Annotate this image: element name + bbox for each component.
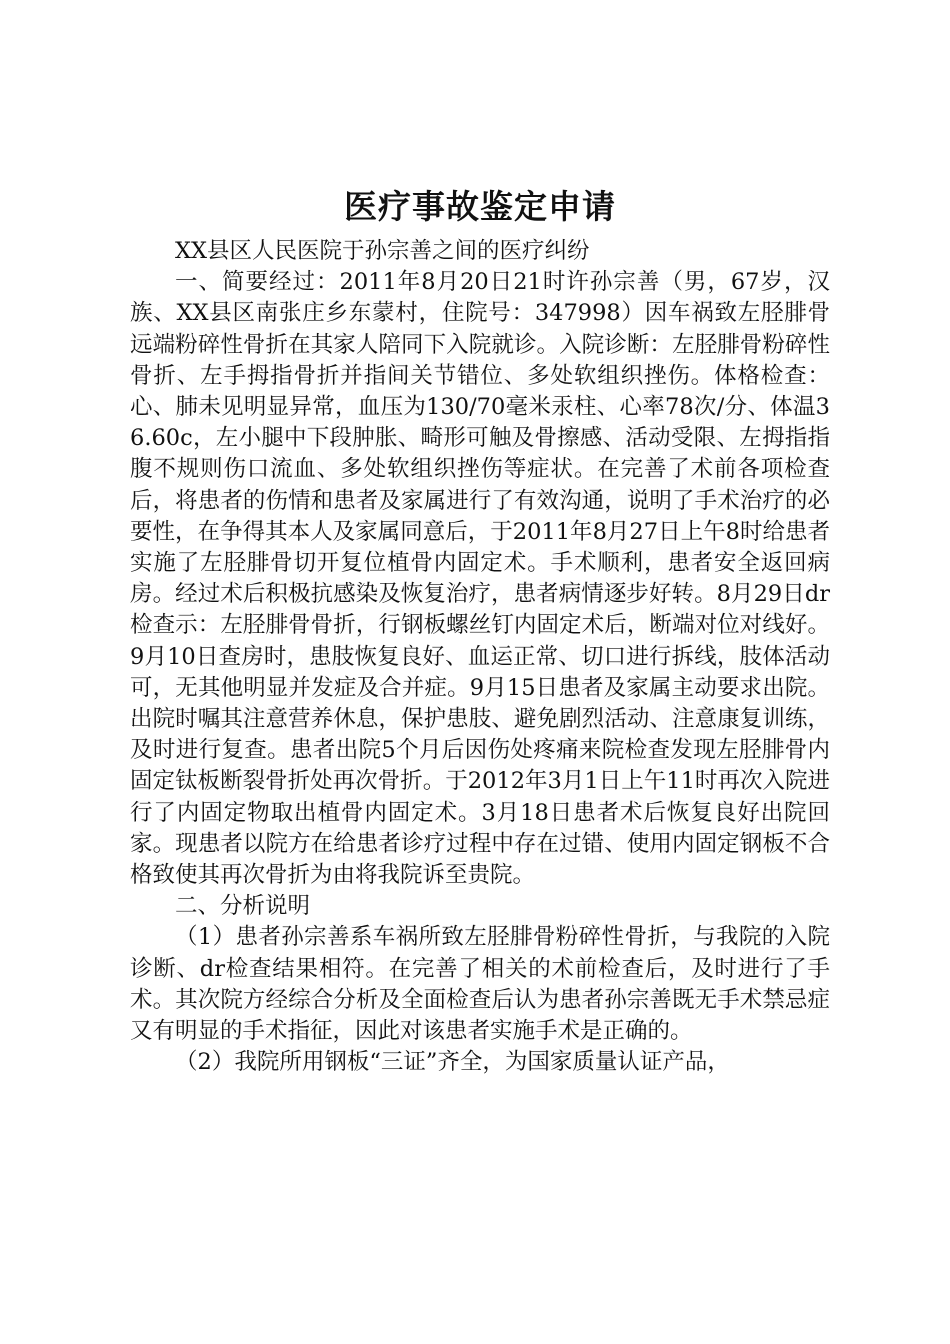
paragraph-analysis-2: （2）我院所用钢板“三证”齐全，为国家质量认证产品，: [175, 1049, 730, 1076]
paragraph-analysis-1: （1）患者孙宗善系车祸所致左胫腓骨粉碎性骨折，与我院的入院诊断、dr检查结果相符。在完善了相关的术前检查后，及时进行了手术。其次院方经综合分析及全面检查后认为患者孙宗善既无手术禁忌症又有明显的手术指征，因此对该患者实施手术是正确的。: [130, 924, 830, 1045]
document-title: 医疗事故鉴定申请: [344, 187, 616, 226]
paragraph-summary: 一、简要经过：2011年8月20日21时许孙宗善（男，67岁，汉族、XX县区南张庄乡东蒙村，住院号：347998）因车祸致左胫腓骨远端粉碎性骨折在其家人陪同下入院就诊。入院诊断：左胫腓骨粉碎性骨折、左手拇指骨折并指间关节错位、多处软组织挫伤。体格检查：心、肺未见明显异常，血压为130/70毫米汞柱、心率78次/分、体温36.60c，左小腿中下段肿胀、畸形可触及骨擦感、活动受限、左拇指指腹不规则伤口流血、多处软组织挫伤等症状。在完善了术前各项检查后，将患者的伤情和患者及家属进行了有效沟通，说明了手术治疗的必要性，在争得其本人及家属同意后，于2011年8月27日上午8时给患者实施了左胫腓骨切开复位植骨内固定术。手术顺利，患者安全返回病房。经过术后积极抗感染及恢复治疗，患者病情逐步好转。8月29日dr检查示：左胫腓骨骨折，行钢板螺丝钉内固定术后，断端对位对线好。9月10日查房时，患肢恢复良好、血运正常、切口进行拆线，肢体活动可，无其他明显并发症及合并症。9月15日患者及家属主动要求出院。出院时嘱其注意营养休息，保护患肢、避免剧烈活动、注意康复训练，及时进行复查。患者出院5个月后因伤处疼痛来院检查发现左胫腓骨内固定钛板断裂骨折处再次骨折。于2012年3月1日上午11时再次入院进行了内固定物取出植骨内固定术。3月18日患者术后恢复良好出院回家。现患者以院方在给患者诊疗过程中存在过错、使用内固定钢板不合格致使其再次骨折为由将我院诉至贵院。: [130, 269, 830, 889]
paragraph-analysis-heading: 二、分析说明: [175, 893, 311, 920]
document-page: [130, 182, 830, 1078]
paragraph-subject: XX县区人民医院于孙宗善之间的医疗纠纷: [175, 238, 590, 264]
